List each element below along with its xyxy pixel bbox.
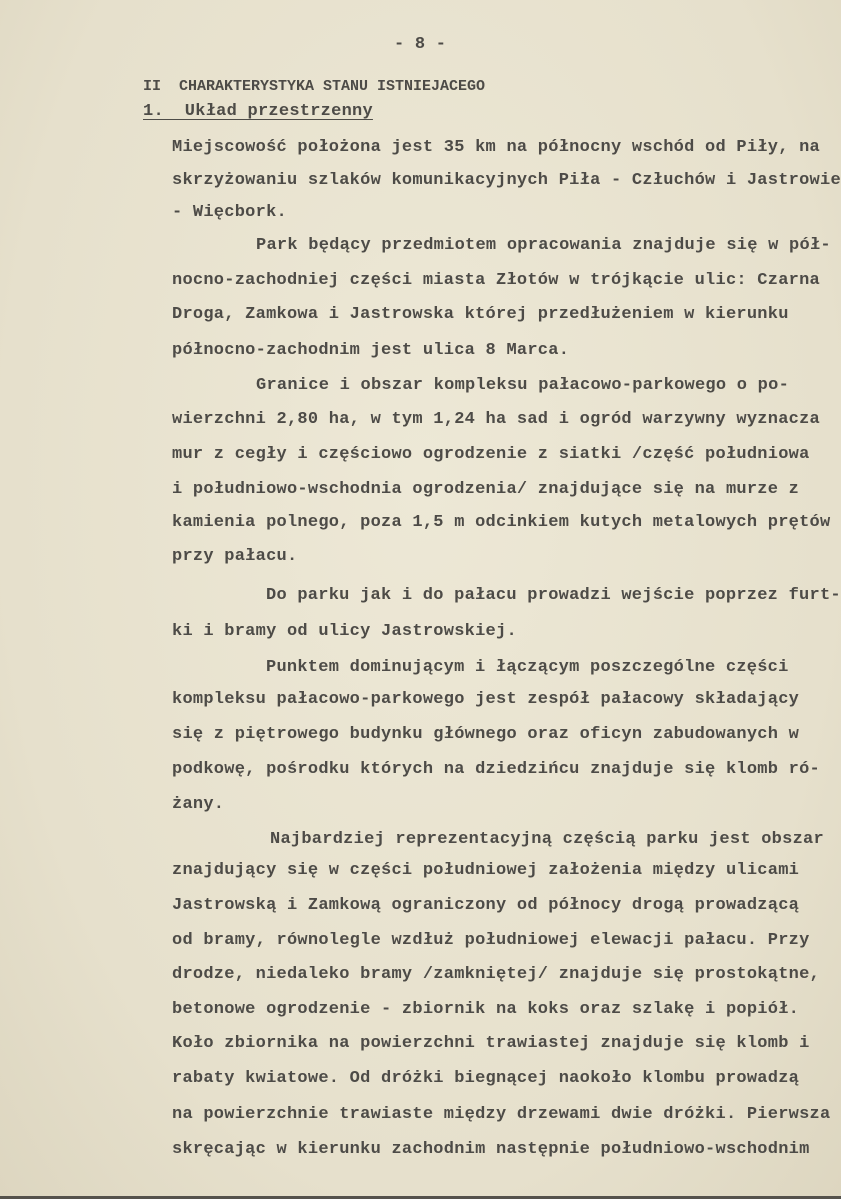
text-line: północno-zachodnim jest ulica 8 Marca. xyxy=(172,341,570,360)
text-line: i południowo-wschodnia ogrodzenia/ znajdujące się na murze z xyxy=(172,480,800,499)
text-line: kamienia polnego, poza 1,5 m odcinkiem kutych metalowych prętów xyxy=(172,513,831,532)
text-line: skrzyżowaniu szlaków komunikacyjnych Piła - Człuchów i Jastrowie xyxy=(172,171,841,190)
text-line: betonowe ogrodzenie - zbiornik na koks oraz szlakę i popiół. xyxy=(172,1000,800,1019)
text-line: ki i bramy od ulicy Jastrowskiej. xyxy=(172,622,517,641)
text-line: drodze, niedaleko bramy /zamkniętej/ znajduje się prostokątne, xyxy=(172,965,821,984)
text-line: - Więcbork. xyxy=(172,203,287,222)
text-line: Punktem dominującym i łączącym poszczególne części xyxy=(266,658,789,677)
text-line: przy pałacu. xyxy=(172,547,298,566)
text-line: Park będący przedmiotem opracowania znajduje się w pół- xyxy=(256,236,831,255)
text-line: Miejscowość położona jest 35 km na północny wschód od Piły, na xyxy=(172,138,821,157)
text-line: Droga, Zamkowa i Jastrowska której przedłużeniem w kierunku xyxy=(172,305,789,324)
text-line: Najbardziej reprezentacyjną częścią parku jest obszar xyxy=(270,830,824,849)
text-line: od bramy, równolegle wzdłuż południowej elewacji pałacu. Przy xyxy=(172,931,810,950)
text-line: Granice i obszar kompleksu pałacowo-parkowego o po- xyxy=(256,376,790,395)
text-line: nocno-zachodniej części miasta Złotów w trójkącie ulic: Czarna xyxy=(172,271,821,290)
text-line: żany. xyxy=(172,795,225,814)
text-line: Koło zbiornika na powierzchni trawiastej znajduje się klomb i xyxy=(172,1034,810,1053)
text-line: mur z cegły i częściowo ogrodzenie z siatki /część południowa xyxy=(172,445,810,464)
text-line: rabaty kwiatowe. Od dróżki biegnącej naokoło klombu prowadzą xyxy=(172,1069,800,1088)
text-line: na powierzchnie trawiaste między drzewami dwie dróżki. Pierwsza xyxy=(172,1105,831,1124)
text-line: się z piętrowego budynku głównego oraz oficyn zabudowanych w xyxy=(172,725,800,744)
text-line: podkowę, pośrodku których na dziedzińcu znajduje się klomb ró- xyxy=(172,760,821,779)
text-line: kompleksu pałacowo-parkowego jest zespół pałacowy składający xyxy=(172,690,800,709)
text-line: wierzchni 2,80 ha, w tym 1,24 ha sad i ogród warzywny wyznacza xyxy=(172,410,821,429)
text-line: znajdujący się w części południowej założenia między ulicami xyxy=(172,861,800,880)
section-heading: 1. Układ przestrzenny xyxy=(143,102,373,121)
text-line: skręcając w kierunku zachodnim następnie południowo-wschodnim xyxy=(172,1140,810,1159)
text-line: Do parku jak i do pałacu prowadzi wejście poprzez furt- xyxy=(266,586,841,605)
text-line: Jastrowską i Zamkową ograniczony od północy drogą prowadzącą xyxy=(172,896,800,915)
page-number: - 8 - xyxy=(394,35,447,54)
chapter-heading: II CHARAKTERYSTYKA STANU ISTNIEJACEGO xyxy=(143,78,486,95)
